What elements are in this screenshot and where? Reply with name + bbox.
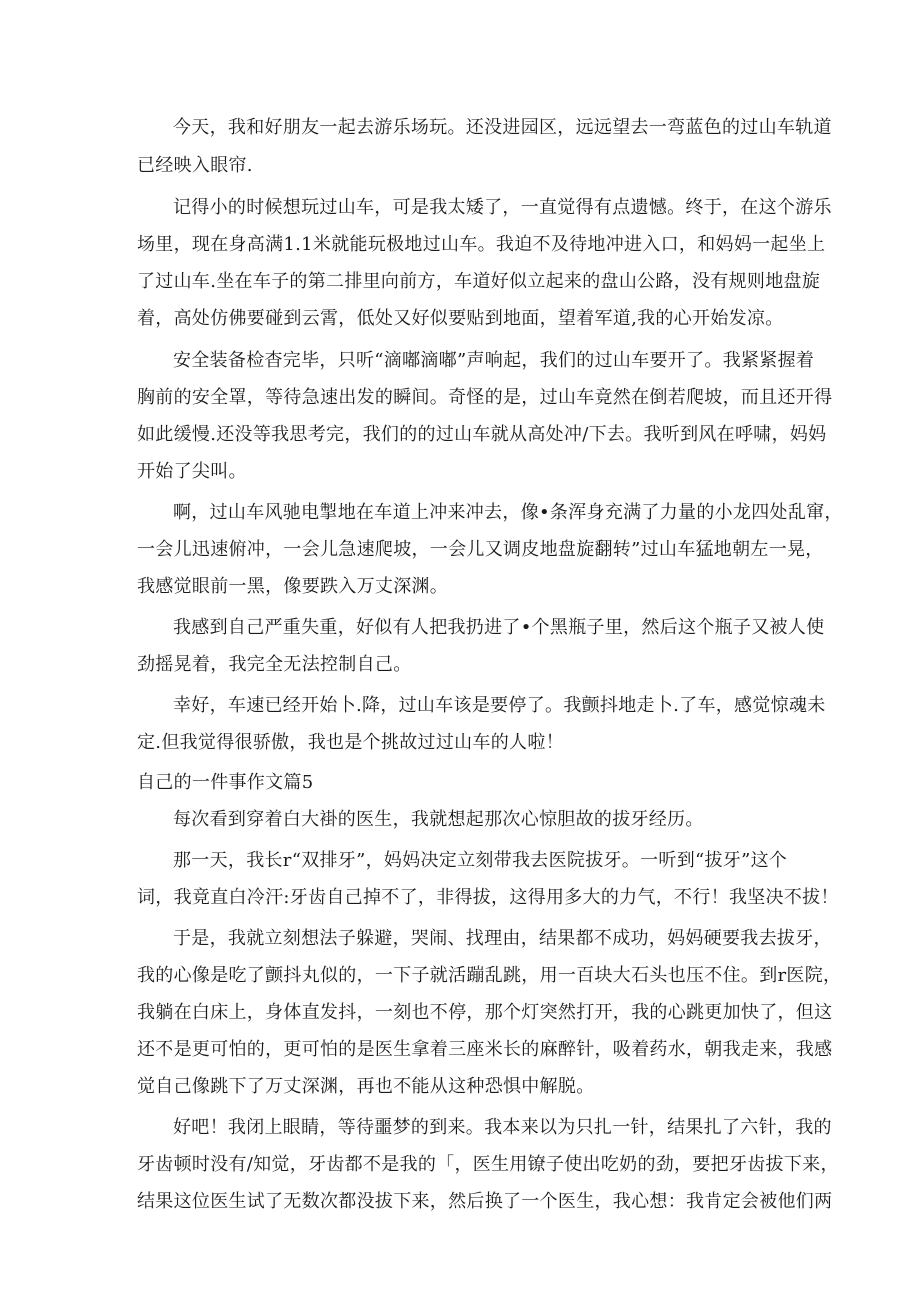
text-line: 胸前的安全罩，等待急速出发的瞬间。奇怪的是，过山车竟然在倒若爬坡，而且还开得 bbox=[137, 387, 833, 408]
text-line: 于是，我就立刻想法子躲避，哭闹、找理由，结果都不成功，妈妈硬要我去拔牙， bbox=[173, 928, 832, 949]
paragraph-9 bbox=[137, 927, 842, 1098]
text-line: 牙齿顿时没有/知觉，牙齿都不是我的「，医生用镣子使出吃奶的劲，要把牙齿拔下来， bbox=[137, 1154, 839, 1175]
section-title: 自己的一件事作文篇5 bbox=[137, 772, 314, 793]
text-line: 记得小的时候想玩过山车，可是我太矮了，一直觉得有点遗憾。终于，在这个游乐 bbox=[173, 197, 832, 218]
text-line: 劲摇晃着，我完全无法控制自己。 bbox=[137, 654, 412, 675]
text-line: 词，我竟直白冷汗:牙齿自己掉不了，非得拔，这得用多大的力气，不行！我坚决不拔！ bbox=[137, 887, 839, 908]
paragraph-5 bbox=[137, 616, 825, 676]
text-line: 还不是更可怕的，更可怕的是医生拿着三座米长的麻醉针，吸着药水，朝我走来，我感 bbox=[137, 1039, 833, 1060]
paragraph-3 bbox=[137, 349, 833, 483]
paragraph-2 bbox=[137, 196, 832, 330]
paragraph-6 bbox=[137, 694, 826, 754]
text-line: 了过山车.坐在车子的第二排里向前方，车道好似立起来的盘山公路，没有规则地盘旋 bbox=[137, 271, 821, 292]
text-line: 已经映入眼帘. bbox=[137, 155, 253, 176]
text-line: 觉自己像跳下了万丈深渊，再也不能从这种恐惧中解脱。 bbox=[137, 1076, 595, 1097]
paragraph-8 bbox=[137, 849, 839, 909]
paragraph-1 bbox=[137, 116, 832, 177]
paragraph-7 bbox=[137, 808, 787, 831]
text-line: 着，高处仿佛要碰到云霄，低处又好似要贴到地面，望着军道,我的心开始发凉。 bbox=[137, 308, 784, 329]
text-line: 开始了尖叫。 bbox=[137, 461, 247, 482]
text-line: 我感觉眼前一黑，像要跌入万丈深渊。 bbox=[137, 576, 449, 597]
text-line: 我躺在白床上，身体直发抖，一刻也不停，那个灯突然打开，我的心跳更加快了，但这 bbox=[137, 1002, 833, 1023]
text-line: 结果这位医生试了无数次都没拔下来，然后换了一个医生，我心想：我肯定会被他们两 bbox=[137, 1191, 833, 1212]
paragraph-4 bbox=[137, 501, 843, 598]
text-line: 我感到自己严重失重，好似有人把我扔进了•个黑瓶子里，然后这个瓶子又被人使 bbox=[173, 617, 825, 638]
text-line: 那一天，我长r“双排牙”，妈妈决定立刻带我去医院拔牙。一听到“拔牙”这个 bbox=[173, 850, 788, 871]
text-line: 安全装备检杳完毕，只听“滴嘟滴嘟”声响起，我们的过山车要开了。我紧紧握着 bbox=[173, 350, 815, 371]
section-heading bbox=[137, 771, 787, 794]
text-line: 幸好，车速已经开始卜.降，过山车该是要停了。我颤抖地走卜.了车，感觉惊魂未 bbox=[173, 695, 826, 716]
text-line: 一会儿迅速俯冲，一会儿急速爬坡，一会儿又调皮地盘旋翻转”过山车猛地朝左一晃， bbox=[137, 539, 824, 560]
text-line: 定.但我觉得很骄傲，我也是个挑故过过山车的人啦！ bbox=[137, 732, 564, 753]
text-line: 好吧！我闭上眼睛，等待噩梦的到来。我本来以为只扎一针，结果扎了六针，我的 bbox=[173, 1117, 832, 1138]
text-line: 我的心像是吃了颤抖丸似的，一下子就活蹦乱跳，用一百块大石头也压不住。到r医院， bbox=[137, 965, 842, 986]
text-line: 场里，现在身高满1.1米就能玩极地过山车。我迫不及待地冲进入口，和妈妈一起坐上 bbox=[137, 234, 826, 255]
text-line: 啊，过山车风驰电掣地在车道上冲来冲去，像•条浑身充满了力量的小龙四处乱窜， bbox=[173, 502, 843, 523]
paragraph-10 bbox=[137, 1116, 839, 1213]
text-line: 每次看到穿着白大褂的医生，我就想起那次心惊胆故的拔牙经历。 bbox=[173, 809, 704, 830]
text-line: 今天，我和好朋友一起去游乐场玩。还没进园区，远远望去一弯蓝色的过山车轨道 bbox=[173, 117, 832, 138]
article-body bbox=[137, 116, 843, 1213]
text-line: 如此缓慢.还没等我思考完，我们的的过山车就从高处冲/下去。我听到风在呼啸，妈妈 bbox=[137, 424, 827, 445]
